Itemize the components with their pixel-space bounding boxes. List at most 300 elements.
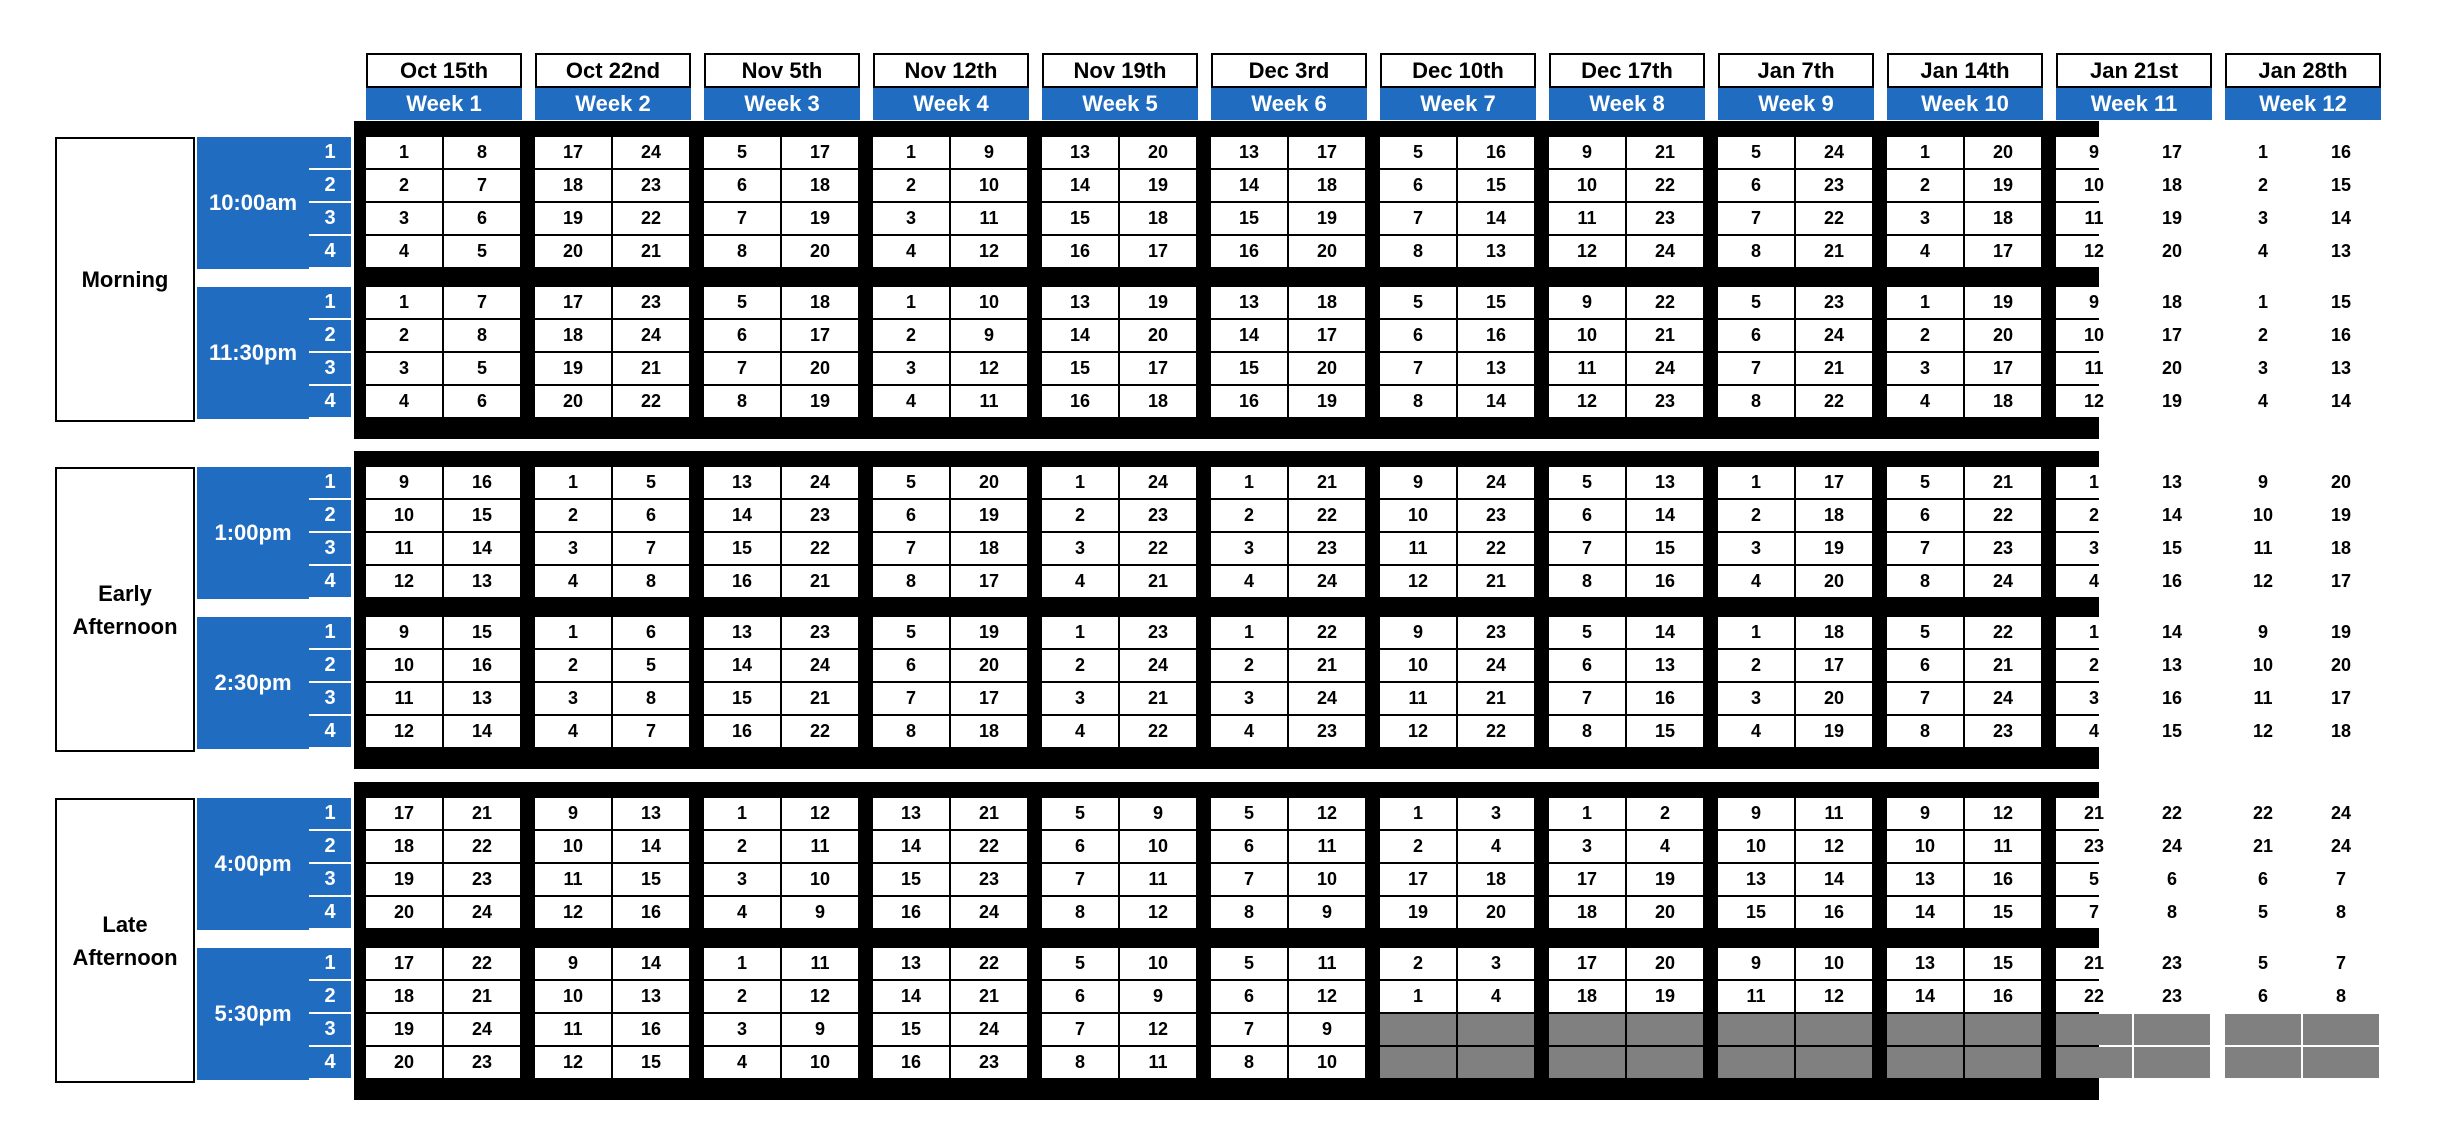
team-number-cell: 3 <box>366 353 442 384</box>
court-number: 3 <box>309 864 351 895</box>
team-number-cell: 2 <box>2056 650 2132 681</box>
team-number-cell: 2 <box>535 650 611 681</box>
team-number-cell: 15 <box>1627 716 1703 747</box>
team-number-cell: 11 <box>535 1014 611 1045</box>
team-number-cell: 18 <box>2303 533 2379 564</box>
team-number-cell: 24 <box>1458 650 1534 681</box>
team-number-cell: 8 <box>1380 386 1456 417</box>
team-number-cell: 23 <box>1965 716 2041 747</box>
team-number-cell: 22 <box>1289 500 1365 531</box>
team-number-cell: 15 <box>613 1047 689 1078</box>
team-number-cell: 21 <box>613 236 689 267</box>
team-number-cell: 10 <box>2056 320 2132 351</box>
team-number-cell: 14 <box>2303 386 2379 417</box>
team-number-cell: 14 <box>1627 500 1703 531</box>
empty-matchup-cell <box>1627 1047 1703 1078</box>
court-number: 3 <box>309 683 351 714</box>
team-number-cell: 9 <box>1120 798 1196 829</box>
team-number-cell: 4 <box>1718 566 1794 597</box>
team-number-cell: 1 <box>873 137 949 168</box>
team-number-cell: 4 <box>2225 236 2301 267</box>
team-number-cell: 16 <box>1211 236 1287 267</box>
team-number-cell: 2 <box>366 170 442 201</box>
team-number-cell: 6 <box>1380 320 1456 351</box>
team-number-cell: 6 <box>2134 864 2210 895</box>
team-number-cell: 23 <box>2134 981 2210 1012</box>
team-number-cell: 17 <box>1965 236 2041 267</box>
team-number-cell: 23 <box>444 1047 520 1078</box>
team-number-cell: 19 <box>782 203 858 234</box>
team-number-cell: 5 <box>1718 137 1794 168</box>
team-number-cell: 8 <box>2303 897 2379 928</box>
team-number-cell: 20 <box>1627 948 1703 979</box>
empty-matchup-cell <box>2134 1047 2210 1078</box>
team-number-cell: 13 <box>1627 650 1703 681</box>
team-number-cell: 12 <box>2056 386 2132 417</box>
week-date-header: Dec 10th <box>1380 53 1536 88</box>
team-number-cell: 10 <box>1289 864 1365 895</box>
team-number-cell: 14 <box>613 831 689 862</box>
team-number-cell: 23 <box>1796 170 1872 201</box>
team-number-cell: 2 <box>2225 320 2301 351</box>
team-number-cell: 5 <box>1380 287 1456 318</box>
team-number-cell: 13 <box>1042 287 1118 318</box>
team-number-cell: 8 <box>2134 897 2210 928</box>
team-number-cell: 8 <box>704 386 780 417</box>
team-number-cell: 16 <box>704 716 780 747</box>
empty-matchup-cell <box>1458 1047 1534 1078</box>
empty-matchup-cell <box>1887 1014 1963 1045</box>
team-number-cell: 17 <box>1549 864 1625 895</box>
team-number-cell: 7 <box>873 683 949 714</box>
team-number-cell: 12 <box>1380 716 1456 747</box>
team-number-cell: 7 <box>613 533 689 564</box>
team-number-cell: 19 <box>1289 203 1365 234</box>
team-number-cell: 12 <box>1289 798 1365 829</box>
team-number-cell: 3 <box>535 533 611 564</box>
team-number-cell: 8 <box>1211 1047 1287 1078</box>
court-number: 4 <box>309 386 351 417</box>
team-number-cell: 21 <box>1627 320 1703 351</box>
team-number-cell: 1 <box>2056 467 2132 498</box>
team-number-cell: 14 <box>1458 203 1534 234</box>
court-number: 1 <box>309 798 351 829</box>
time-slot-label: 5:30pm <box>197 948 309 1080</box>
team-number-cell: 23 <box>951 1047 1027 1078</box>
team-number-cell: 4 <box>2056 566 2132 597</box>
team-number-cell: 15 <box>2134 716 2210 747</box>
team-number-cell: 10 <box>535 981 611 1012</box>
team-number-cell: 2 <box>1042 650 1118 681</box>
team-number-cell: 14 <box>444 716 520 747</box>
team-number-cell: 18 <box>1120 203 1196 234</box>
team-number-cell: 10 <box>782 864 858 895</box>
team-number-cell: 15 <box>1042 353 1118 384</box>
team-number-cell: 11 <box>1289 948 1365 979</box>
team-number-cell: 7 <box>2056 897 2132 928</box>
team-number-cell: 13 <box>1718 864 1794 895</box>
team-number-cell: 19 <box>951 500 1027 531</box>
team-number-cell: 4 <box>873 236 949 267</box>
team-number-cell: 15 <box>444 617 520 648</box>
team-number-cell: 24 <box>1458 467 1534 498</box>
team-number-cell: 14 <box>1887 981 1963 1012</box>
team-number-cell: 5 <box>444 353 520 384</box>
team-number-cell: 11 <box>1796 798 1872 829</box>
team-number-cell: 21 <box>1458 566 1534 597</box>
team-number-cell: 9 <box>1718 948 1794 979</box>
team-number-cell: 19 <box>2134 386 2210 417</box>
team-number-cell: 18 <box>782 287 858 318</box>
team-number-cell: 11 <box>2225 683 2301 714</box>
team-number-cell: 5 <box>1211 948 1287 979</box>
team-number-cell: 23 <box>1458 500 1534 531</box>
team-number-cell: 15 <box>1211 203 1287 234</box>
team-number-cell: 23 <box>2056 831 2132 862</box>
team-number-cell: 12 <box>2056 236 2132 267</box>
team-number-cell: 17 <box>535 137 611 168</box>
court-number: 4 <box>309 1047 351 1078</box>
team-number-cell: 24 <box>2303 798 2379 829</box>
team-number-cell: 24 <box>613 320 689 351</box>
week-date-header: Jan 28th <box>2225 53 2381 88</box>
team-number-cell: 23 <box>951 864 1027 895</box>
team-number-cell: 1 <box>366 287 442 318</box>
team-number-cell: 6 <box>2225 981 2301 1012</box>
team-number-cell: 19 <box>1120 287 1196 318</box>
team-number-cell: 14 <box>613 948 689 979</box>
week-label-header: Week 8 <box>1549 88 1705 120</box>
team-number-cell: 23 <box>1627 203 1703 234</box>
team-number-cell: 8 <box>444 137 520 168</box>
team-number-cell: 22 <box>782 716 858 747</box>
team-number-cell: 16 <box>1458 137 1534 168</box>
team-number-cell: 19 <box>535 203 611 234</box>
team-number-cell: 5 <box>704 287 780 318</box>
team-number-cell: 10 <box>782 1047 858 1078</box>
team-number-cell: 20 <box>535 386 611 417</box>
team-number-cell: 18 <box>1549 897 1625 928</box>
team-number-cell: 5 <box>1549 467 1625 498</box>
team-number-cell: 8 <box>2303 981 2379 1012</box>
team-number-cell: 22 <box>1796 203 1872 234</box>
team-number-cell: 1 <box>1718 467 1794 498</box>
team-number-cell: 17 <box>1380 864 1456 895</box>
court-number: 1 <box>309 617 351 648</box>
team-number-cell: 2 <box>366 320 442 351</box>
team-number-cell: 9 <box>1120 981 1196 1012</box>
team-number-cell: 12 <box>535 897 611 928</box>
team-number-cell: 17 <box>366 798 442 829</box>
team-number-cell: 16 <box>444 467 520 498</box>
team-number-cell: 3 <box>873 203 949 234</box>
team-number-cell: 19 <box>1965 287 2041 318</box>
week-date-header: Jan 21st <box>2056 53 2212 88</box>
team-number-cell: 9 <box>2056 137 2132 168</box>
team-number-cell: 19 <box>1965 170 2041 201</box>
team-number-cell: 3 <box>1718 683 1794 714</box>
team-number-cell: 12 <box>782 798 858 829</box>
team-number-cell: 7 <box>2303 948 2379 979</box>
week-label-header: Week 3 <box>704 88 860 120</box>
team-number-cell: 9 <box>782 897 858 928</box>
team-number-cell: 3 <box>1211 533 1287 564</box>
team-number-cell: 7 <box>1380 353 1456 384</box>
week-label-header: Week 6 <box>1211 88 1367 120</box>
team-number-cell: 2 <box>1380 948 1456 979</box>
empty-matchup-cell <box>2056 1014 2132 1045</box>
team-number-cell: 18 <box>2134 287 2210 318</box>
team-number-cell: 6 <box>444 386 520 417</box>
team-number-cell: 19 <box>2303 617 2379 648</box>
team-number-cell: 12 <box>1549 236 1625 267</box>
team-number-cell: 5 <box>1042 948 1118 979</box>
team-number-cell: 1 <box>1887 137 1963 168</box>
empty-matchup-cell <box>1549 1047 1625 1078</box>
team-number-cell: 13 <box>444 683 520 714</box>
team-number-cell: 12 <box>1120 1014 1196 1045</box>
team-number-cell: 13 <box>1211 287 1287 318</box>
team-number-cell: 21 <box>1289 467 1365 498</box>
team-number-cell: 1 <box>1211 617 1287 648</box>
team-number-cell: 11 <box>535 864 611 895</box>
team-number-cell: 11 <box>366 683 442 714</box>
team-number-cell: 16 <box>873 1047 949 1078</box>
period-label: Late Afternoon <box>55 798 195 1083</box>
team-number-cell: 7 <box>1887 683 1963 714</box>
team-number-cell: 19 <box>535 353 611 384</box>
team-number-cell: 3 <box>1458 948 1534 979</box>
period-label: Morning <box>55 137 195 422</box>
team-number-cell: 17 <box>2303 566 2379 597</box>
team-number-cell: 13 <box>1887 948 1963 979</box>
team-number-cell: 17 <box>366 948 442 979</box>
team-number-cell: 15 <box>1458 170 1534 201</box>
court-number: 4 <box>309 716 351 747</box>
team-number-cell: 16 <box>873 897 949 928</box>
team-number-cell: 6 <box>704 320 780 351</box>
team-number-cell: 12 <box>1796 831 1872 862</box>
week-date-header: Oct 22nd <box>535 53 691 88</box>
team-number-cell: 12 <box>2225 716 2301 747</box>
team-number-cell: 13 <box>1887 864 1963 895</box>
team-number-cell: 15 <box>704 683 780 714</box>
team-number-cell: 15 <box>1718 897 1794 928</box>
team-number-cell: 12 <box>951 236 1027 267</box>
team-number-cell: 14 <box>873 981 949 1012</box>
team-number-cell: 23 <box>1289 533 1365 564</box>
team-number-cell: 22 <box>613 386 689 417</box>
team-number-cell: 24 <box>782 467 858 498</box>
week-date-header: Jan 7th <box>1718 53 1874 88</box>
team-number-cell: 22 <box>1458 716 1534 747</box>
team-number-cell: 10 <box>951 287 1027 318</box>
team-number-cell: 18 <box>951 533 1027 564</box>
team-number-cell: 6 <box>2225 864 2301 895</box>
team-number-cell: 3 <box>2225 203 2301 234</box>
week-date-header: Dec 3rd <box>1211 53 1367 88</box>
team-number-cell: 20 <box>1796 566 1872 597</box>
team-number-cell: 8 <box>1718 386 1794 417</box>
team-number-cell: 18 <box>2303 716 2379 747</box>
week-date-header: Nov 19th <box>1042 53 1198 88</box>
team-number-cell: 13 <box>1627 467 1703 498</box>
team-number-cell: 6 <box>1887 500 1963 531</box>
team-number-cell: 7 <box>1718 203 1794 234</box>
team-number-cell: 10 <box>1549 170 1625 201</box>
team-number-cell: 17 <box>782 320 858 351</box>
team-number-cell: 20 <box>951 650 1027 681</box>
team-number-cell: 9 <box>1718 798 1794 829</box>
team-number-cell: 17 <box>782 137 858 168</box>
court-number: 1 <box>309 137 351 168</box>
team-number-cell: 1 <box>1211 467 1287 498</box>
team-number-cell: 13 <box>1458 353 1534 384</box>
team-number-cell: 8 <box>704 236 780 267</box>
team-number-cell: 19 <box>366 1014 442 1045</box>
team-number-cell: 4 <box>2225 386 2301 417</box>
team-number-cell: 7 <box>1887 533 1963 564</box>
team-number-cell: 20 <box>1120 137 1196 168</box>
team-number-cell: 19 <box>782 386 858 417</box>
team-number-cell: 23 <box>782 617 858 648</box>
team-number-cell: 2 <box>2056 500 2132 531</box>
team-number-cell: 4 <box>366 386 442 417</box>
team-number-cell: 16 <box>1627 566 1703 597</box>
team-number-cell: 10 <box>951 170 1027 201</box>
team-number-cell: 8 <box>1718 236 1794 267</box>
empty-matchup-cell <box>1965 1047 2041 1078</box>
time-slot-label: 11:30pm <box>197 287 309 419</box>
team-number-cell: 4 <box>1211 566 1287 597</box>
team-number-cell: 6 <box>1887 650 1963 681</box>
team-number-cell: 11 <box>1289 831 1365 862</box>
team-number-cell: 11 <box>1380 533 1456 564</box>
team-number-cell: 3 <box>2056 533 2132 564</box>
team-number-cell: 7 <box>1042 864 1118 895</box>
team-number-cell: 2 <box>873 320 949 351</box>
empty-matchup-cell <box>1380 1014 1456 1045</box>
team-number-cell: 3 <box>366 203 442 234</box>
team-number-cell: 14 <box>2134 500 2210 531</box>
team-number-cell: 24 <box>1120 467 1196 498</box>
team-number-cell: 9 <box>2225 617 2301 648</box>
team-number-cell: 24 <box>1289 683 1365 714</box>
team-number-cell: 1 <box>1380 981 1456 1012</box>
team-number-cell: 21 <box>2056 948 2132 979</box>
team-number-cell: 16 <box>1965 864 2041 895</box>
team-number-cell: 17 <box>951 683 1027 714</box>
team-number-cell: 15 <box>1042 203 1118 234</box>
team-number-cell: 12 <box>1289 981 1365 1012</box>
team-number-cell: 4 <box>1042 566 1118 597</box>
team-number-cell: 21 <box>2056 798 2132 829</box>
team-number-cell: 3 <box>535 683 611 714</box>
team-number-cell: 14 <box>1042 320 1118 351</box>
team-number-cell: 11 <box>2056 353 2132 384</box>
team-number-cell: 1 <box>366 137 442 168</box>
team-number-cell: 3 <box>1042 533 1118 564</box>
team-number-cell: 5 <box>873 617 949 648</box>
empty-matchup-cell <box>1627 1014 1703 1045</box>
team-number-cell: 9 <box>535 798 611 829</box>
team-number-cell: 24 <box>1965 683 2041 714</box>
team-number-cell: 11 <box>366 533 442 564</box>
team-number-cell: 7 <box>1042 1014 1118 1045</box>
team-number-cell: 16 <box>1458 320 1534 351</box>
team-number-cell: 20 <box>2134 353 2210 384</box>
team-number-cell: 2 <box>1887 170 1963 201</box>
court-number: 3 <box>309 203 351 234</box>
empty-matchup-cell <box>2303 1047 2379 1078</box>
team-number-cell: 9 <box>1549 287 1625 318</box>
team-number-cell: 6 <box>873 500 949 531</box>
week-date-header: Dec 17th <box>1549 53 1705 88</box>
team-number-cell: 22 <box>782 533 858 564</box>
team-number-cell: 21 <box>782 683 858 714</box>
team-number-cell: 12 <box>1549 386 1625 417</box>
team-number-cell: 14 <box>444 533 520 564</box>
team-number-cell: 5 <box>1211 798 1287 829</box>
team-number-cell: 8 <box>1042 1047 1118 1078</box>
team-number-cell: 16 <box>2134 683 2210 714</box>
empty-matchup-cell <box>2225 1014 2301 1045</box>
week-label-header: Week 9 <box>1718 88 1874 120</box>
team-number-cell: 1 <box>873 287 949 318</box>
team-number-cell: 9 <box>366 617 442 648</box>
team-number-cell: 4 <box>535 716 611 747</box>
team-number-cell: 10 <box>1380 500 1456 531</box>
team-number-cell: 13 <box>704 617 780 648</box>
team-number-cell: 23 <box>444 864 520 895</box>
team-number-cell: 3 <box>1042 683 1118 714</box>
team-number-cell: 11 <box>951 386 1027 417</box>
team-number-cell: 8 <box>613 683 689 714</box>
team-number-cell: 19 <box>2303 500 2379 531</box>
team-number-cell: 23 <box>782 500 858 531</box>
team-number-cell: 6 <box>1042 831 1118 862</box>
team-number-cell: 12 <box>2225 566 2301 597</box>
team-number-cell: 24 <box>444 897 520 928</box>
empty-matchup-cell <box>1718 1014 1794 1045</box>
team-number-cell: 18 <box>366 831 442 862</box>
team-number-cell: 6 <box>1380 170 1456 201</box>
team-number-cell: 13 <box>444 566 520 597</box>
team-number-cell: 18 <box>1289 170 1365 201</box>
team-number-cell: 9 <box>535 948 611 979</box>
team-number-cell: 11 <box>1718 981 1794 1012</box>
team-number-cell: 15 <box>1965 948 2041 979</box>
team-number-cell: 2 <box>1718 650 1794 681</box>
team-number-cell: 3 <box>1887 353 1963 384</box>
team-number-cell: 8 <box>444 320 520 351</box>
team-number-cell: 10 <box>2225 500 2301 531</box>
team-number-cell: 7 <box>613 716 689 747</box>
team-number-cell: 15 <box>444 500 520 531</box>
team-number-cell: 11 <box>1120 1047 1196 1078</box>
team-number-cell: 20 <box>2303 650 2379 681</box>
team-number-cell: 23 <box>1627 386 1703 417</box>
team-number-cell: 14 <box>704 500 780 531</box>
team-number-cell: 16 <box>2303 320 2379 351</box>
team-number-cell: 19 <box>1380 897 1456 928</box>
team-number-cell: 4 <box>704 897 780 928</box>
week-date-header: Oct 15th <box>366 53 522 88</box>
team-number-cell: 3 <box>873 353 949 384</box>
week-date-header: Nov 12th <box>873 53 1029 88</box>
team-number-cell: 4 <box>1627 831 1703 862</box>
team-number-cell: 1 <box>1887 287 1963 318</box>
